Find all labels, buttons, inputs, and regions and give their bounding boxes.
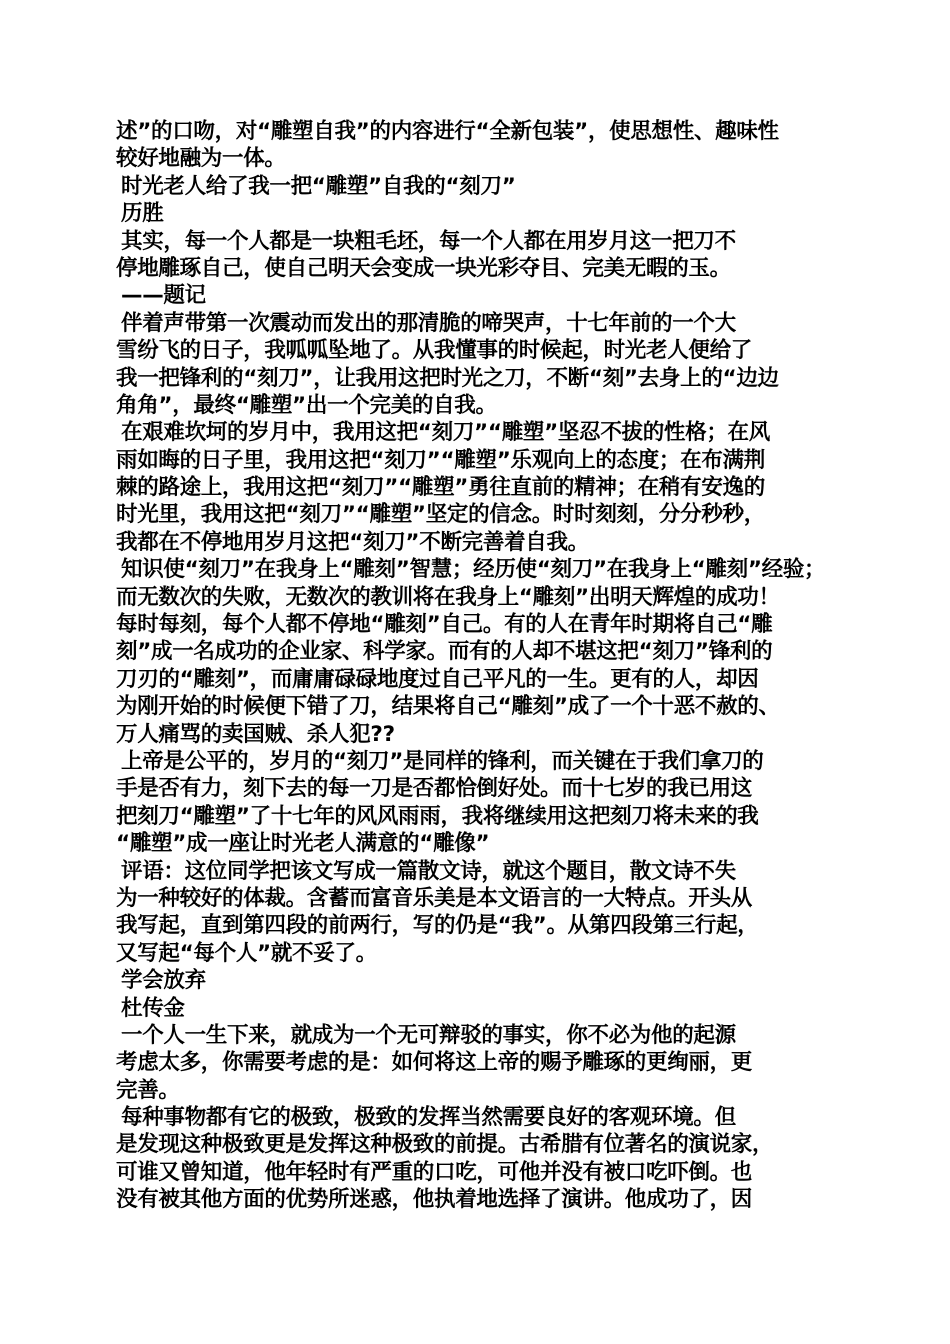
text-line: 又写起“每个人”就不妥了。 (116, 940, 377, 966)
text-line: 历胜 (121, 201, 164, 227)
text-line: 而无数次的失败，无数次的教训将在我身上“雕刻”出明天辉煌的成功！ (116, 584, 780, 610)
text-line: 把刻刀“雕塑”了十七年的风风雨雨，我将继续用这把刻刀将未来的我 (116, 803, 759, 829)
text-line: 每时每刻，每个人都不停地“雕刻”自己。有的人在青年时期将自己“雕 (116, 612, 773, 638)
text-line: 万人痛骂的卖国贼、杀人犯?? (116, 721, 395, 747)
text-line: 雪纷飞的日子，我呱呱坠地了。从我懂事的时候起，时光老人便给了 (116, 338, 753, 364)
text-line: 停地雕琢自己，使自己明天会变成一块光彩夺目、完美无暇的玉。 (116, 255, 731, 281)
text-line: 杜传金 (121, 995, 185, 1021)
text-line: 时光老人给了我一把“雕塑”自我的“刻刀” (121, 173, 516, 199)
text-line: 述”的口吻，对“雕塑自我”的内容进行“全新包装”，使思想性、趣味性 (116, 119, 779, 144)
text-line: 每种事物都有它的极致，极致的发挥当然需要良好的客观环境。但 (121, 1105, 736, 1131)
text-line: 我都在不停地用岁月这把“刻刀”不断完善着自我。 (116, 529, 589, 555)
text-line: 其实，每一个人都是一块粗毛坯，每一个人都在用岁月这一把刀不 (121, 228, 736, 254)
text-line: 我一把锋利的“刻刀”，让我用这把时光之刀，不断“刻”去身上的“边边 (116, 365, 779, 391)
text-line: 为刚开始的时候便下错了刀，结果将自己“雕刻”成了一个十恶不赦的、 (116, 694, 780, 720)
text-line: 角角”，最终“雕塑”出一个完美的自我。 (116, 392, 497, 418)
text-line: 评语：这位同学把该文写成一篇散文诗，就这个题目，散文诗不失 (121, 858, 736, 884)
text-line: 时光里，我用这把“刻刀”“雕塑”坚定的信念。时时刻刻，分分秒秒， (116, 502, 765, 528)
text-line: ——题记 (121, 283, 206, 309)
text-line: 手是否有力，刻下去的每一刀是否都恰倒好处。而十七岁的我已用这 (116, 776, 753, 802)
text-line: 伴着声带第一次震动而发出的那清脆的啼哭声，十七年前的一个大 (121, 310, 736, 336)
text-line: 知识使“刻刀”在我身上“雕刻”智慧；经历使“刻刀”在我身上“雕刻”经验； (121, 557, 826, 583)
text-line: 完善。 (116, 1077, 180, 1103)
text-line: 刻”成一名成功的企业家、科学家。而有的人却不堪这把“刻刀”锋利的 (116, 639, 773, 665)
text-line: 较好地融为一体。 (116, 146, 286, 172)
text-line: 考虑太多，你需要考虑的是：如何将这上帝的赐予雕琢的更绚丽，更 (116, 1050, 753, 1076)
text-line: 是发现这种极致更是发挥这种极致的前提。古希腊有位著名的演说家， (116, 1132, 774, 1158)
text-line: 没有被其他方面的优势所迷惑，他执着地选择了演讲。他成功了，因 (116, 1187, 753, 1213)
text-line: 刀刃的“雕刻”，而庸庸碌碌地度过自己平凡的一生。更有的人，却因 (116, 666, 759, 692)
text-line: 雨如晦的日子里，我用这把“刻刀”“雕塑”乐观向上的态度；在布满荆 (116, 447, 765, 473)
document-body (116, 118, 838, 1214)
text-line: “雕塑”成一座让时光老人满意的“雕像” (116, 831, 490, 857)
text-line: 可谁又曾知道，他年轻时有严重的口吃，可他并没有被口吃吓倒。也 (116, 1159, 753, 1185)
text-line: 学会放弃 (121, 968, 206, 994)
text-line: 在艰难坎坷的岁月中，我用这把“刻刀”“雕塑”坚忍不拔的性格；在风 (121, 420, 770, 446)
text-line: 一个人一生下来，就成为一个无可辩驳的事实，你不必为他的起源 (121, 1022, 736, 1048)
text-line: 棘的路途上，我用这把“刻刀”“雕塑”勇往直前的精神；在稍有安逸的 (116, 475, 765, 501)
text-line: 为一种较好的体裁。含蓄而富音乐美是本文语言的一大特点。开头从 (116, 885, 753, 911)
text-line: 上帝是公平的，岁月的“刻刀”是同样的锋利，而关键在于我们拿刀的 (121, 748, 764, 774)
text-line: 我写起，直到第四段的前两行，写的仍是“我”。从第四段第三行起， (116, 913, 759, 939)
